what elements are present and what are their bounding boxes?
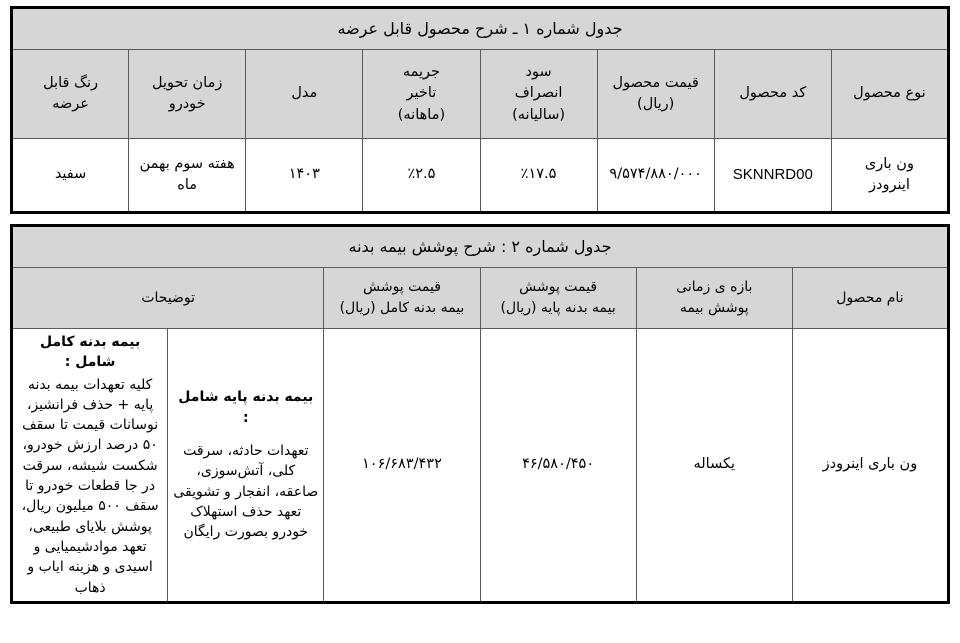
cell-full-coverage-price: ۱۰۶/۶۸۳/۴۳۲ [324, 329, 480, 603]
table1-caption-row [12, 8, 949, 50]
header-delivery-time: زمان تحویل خودرو [129, 50, 246, 139]
full-coverage-notes-body: کلیه تعهدات بیمه بدنه پایه + حذف فرانشیز، نوسانات قیمت تا سقف ۵۰ درصد ارزش خودرو، شکست شیشه، سرقت در جا قطعات خودرو تا سقف ۵۰۰ میلیون ریال، پوشش بلایای طبیعی، تعهد موادشیمیایی و اسیدی و هزینه ایاب و ذهاب [21, 376, 159, 596]
cell-product-code: SKNNRD00 [714, 139, 831, 213]
cell-product-type-line1: ون باری [864, 155, 914, 172]
header-basic-coverage-price [480, 268, 636, 329]
cell-product-price: ۹/۵۷۴/۸۸۰/۰۰۰ [597, 139, 714, 213]
header-coverage-period-line1: بازه ی زمانی [676, 279, 753, 295]
header-full-coverage-price [324, 268, 480, 329]
cell-color: سفید [12, 139, 129, 213]
cell-basic-coverage-price: ۴۶/۵۸۰/۴۵۰ [480, 329, 636, 603]
header-cancel-profit-line3: (سالیانه) [512, 106, 566, 123]
header-coverage-period-line2: پوشش بیمه [679, 300, 749, 316]
table-row [12, 329, 949, 603]
header-cancel-profit [480, 50, 597, 139]
header-product-price-line1: قیمت محصول [612, 74, 699, 91]
header-delay-penalty-line2: تاخیر [406, 85, 437, 102]
header-delay-penalty [363, 50, 480, 139]
table2-caption-row [12, 226, 949, 268]
header-delay-penalty-line1: جریمه [402, 64, 441, 81]
table1-header-row [12, 50, 949, 139]
header-color [12, 50, 129, 139]
header-basic-coverage-price-line1: قیمت پوشش [519, 279, 598, 295]
cell-product-type [831, 139, 948, 213]
table1-caption: جدول شماره ۱ ـ شرح محصول قابل عرضه [12, 8, 949, 50]
table-separator [10, 214, 950, 224]
cell-full-coverage-notes [12, 329, 168, 603]
header-full-coverage-price-line1: قیمت پوشش [362, 279, 441, 295]
header-notes: توضیحات [12, 268, 324, 329]
cell-delay-penalty: ٪۲.۵ [363, 139, 480, 213]
header-color-line1: رنگ قابل [43, 74, 99, 91]
product-description-table [10, 6, 950, 214]
header-color-line2: عرضه [52, 96, 89, 112]
cell-basic-coverage-notes [168, 329, 324, 603]
header-product-price-line2: (ریال) [637, 96, 675, 112]
header-cancel-profit-line1: سود [525, 64, 552, 81]
header-basic-coverage-price-line2: بیمه بدنه پایه (ریال) [500, 300, 616, 316]
header-insurance-product-name: نام محصول [792, 268, 948, 329]
cell-model: ۱۴۰۳ [246, 139, 363, 213]
header-model: مدل [246, 50, 363, 139]
header-delay-penalty-line3: (ماهانه) [397, 106, 446, 123]
header-product-price [597, 50, 714, 139]
header-product-type: نوع محصول [831, 50, 948, 139]
cell-coverage-period: یکساله [636, 329, 792, 603]
table-row [12, 139, 949, 213]
basic-coverage-notes-title: بیمه بدنه پایه شامل : [178, 389, 314, 426]
basic-coverage-notes-body: تعهدات حادثه، سرقت کلی، آتش‌سوزی، صاعقه، انفجار و تشویقی تعهد حذف استهلاک خودرو بصورت رایگان [173, 442, 319, 541]
table2-header-row [12, 268, 949, 329]
cell-delivery-time: هفته سوم بهمن ماه [129, 139, 246, 213]
cell-cancel-profit: ٪۱۷.۵ [480, 139, 597, 213]
table2-caption: جدول شماره ۲ : شرح پوشش بیمه بدنه [12, 226, 949, 268]
header-cancel-profit-line2: انصراف [514, 85, 563, 102]
insurance-coverage-table [10, 224, 950, 604]
full-coverage-notes-title: بیمه بدنه کامل شامل : [39, 334, 141, 371]
notes-gap [173, 430, 318, 441]
cell-insurance-product-name: ون باری اینرودز [792, 329, 948, 603]
header-full-coverage-price-line2: بیمه بدنه کامل (ریال) [339, 300, 465, 316]
cell-product-type-line2: اینرودز [868, 177, 910, 193]
header-product-code: کد محصول [714, 50, 831, 139]
header-coverage-period [636, 268, 792, 329]
